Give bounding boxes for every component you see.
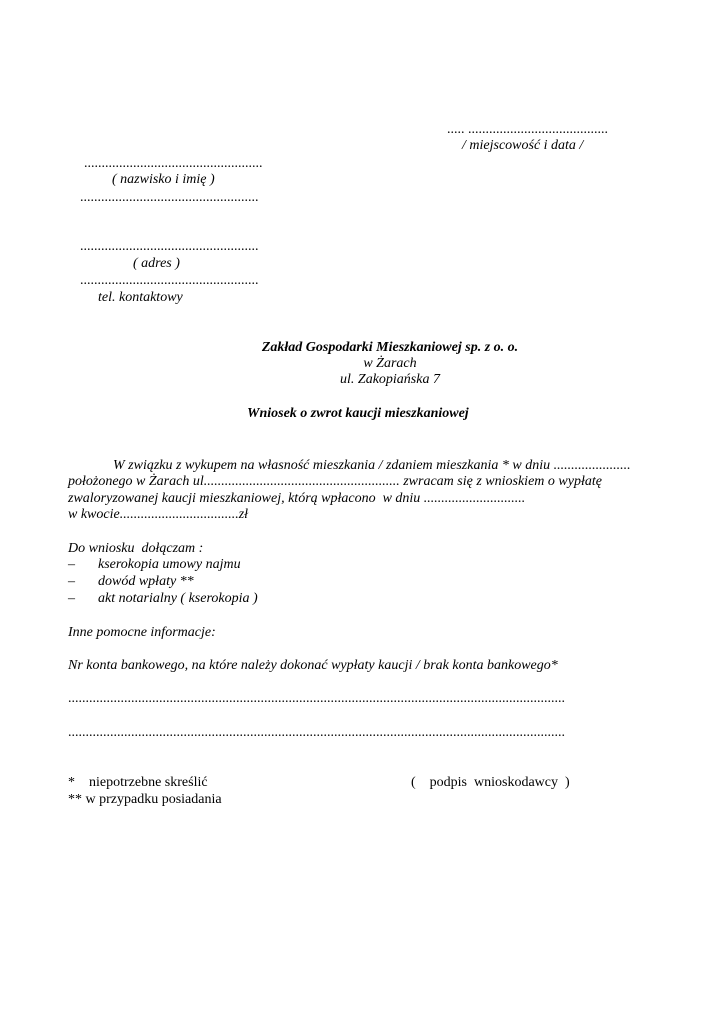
date-label: / miejscowość i data / bbox=[462, 138, 584, 153]
body-line-4: w kwocie..................................zł bbox=[68, 507, 249, 522]
attachments-heading: Do wniosku dołączam : bbox=[68, 541, 204, 556]
name-dots: ................................................... bbox=[84, 156, 263, 171]
name-dots-second: ................................................... bbox=[80, 190, 259, 205]
bank-account-dots: .............................................................................................................................................. bbox=[68, 691, 565, 706]
bank-account-label: Nr konta bankowego, na które należy dokonać wypłaty kaucji / brak konta bankowego* bbox=[68, 658, 558, 673]
address-dots: ................................................... bbox=[80, 239, 259, 254]
body-line-1: W związku z wykupem na własność mieszkania / zdaniem mieszkania * w dniu ...................... bbox=[113, 458, 631, 473]
list-dash: – bbox=[68, 557, 75, 572]
document-title: Wniosek o zwrot kaucji mieszkaniowej bbox=[247, 406, 469, 421]
attachment-text: kserokopia umowy najmu bbox=[98, 557, 241, 572]
signature-label: ( podpis wnioskodawcy ) bbox=[411, 775, 570, 790]
recipient-street: ul. Zakopiańska 7 bbox=[340, 372, 440, 387]
address-dots-second: ................................................... bbox=[80, 273, 259, 288]
bank-account-dots-second: .............................................................................................................................................. bbox=[68, 725, 565, 740]
attachment-item bbox=[68, 573, 194, 590]
other-info-label: Inne pomocne informacje: bbox=[68, 625, 216, 640]
attachment-item bbox=[68, 590, 258, 607]
list-dash: – bbox=[68, 574, 75, 589]
recipient-city: w Żarach bbox=[363, 356, 417, 371]
body-line-3: zwaloryzowanej kaucji mieszkaniowej, którą wpłacono w dniu ............................. bbox=[68, 491, 526, 506]
attachment-item bbox=[68, 556, 241, 573]
body-line-2: położonego w Żarach ul........................................................ zwracam się z wnioskiem o wypłatę bbox=[68, 474, 602, 489]
attachment-text: dowód wpłaty ** bbox=[98, 574, 194, 589]
footnote-possession: ** w przypadku posiadania bbox=[68, 792, 222, 807]
attachment-text: akt notarialny ( kserokopia ) bbox=[98, 591, 258, 606]
list-dash: – bbox=[68, 591, 75, 606]
footnote-strike: * niepotrzebne skreślić bbox=[68, 775, 208, 790]
name-label: ( nazwisko i imię ) bbox=[112, 172, 215, 187]
address-label: ( adres ) bbox=[133, 256, 180, 271]
recipient-name: Zakład Gospodarki Mieszkaniowej sp. z o. o. bbox=[261, 340, 519, 355]
phone-label: tel. kontaktowy bbox=[98, 290, 183, 305]
date-dots: ..... ........................................ bbox=[447, 122, 608, 137]
